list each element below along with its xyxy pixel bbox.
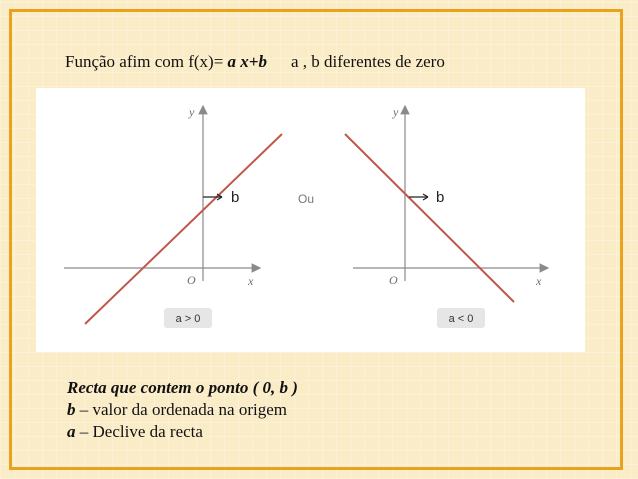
left-badge-text: a > 0	[175, 313, 201, 325]
left-x-label: x	[248, 274, 254, 288]
left-y-label: y	[189, 105, 195, 119]
notes	[67, 377, 298, 443]
note-line-3	[67, 421, 298, 443]
right-x-label: x	[536, 274, 542, 288]
right-y-label: y	[393, 105, 399, 119]
right-graph	[345, 105, 548, 328]
left-graph	[64, 105, 282, 328]
slide-title	[65, 52, 445, 72]
note-text-a: – Declive da recta	[75, 422, 203, 441]
right-origin-label: O	[389, 273, 398, 287]
right-line-negative-slope	[345, 134, 514, 302]
graphs-svg	[36, 88, 585, 352]
separator-ou: Ou	[298, 192, 315, 206]
title-suffix: a , b diferentes de zero	[290, 52, 445, 71]
note-term-b: b	[67, 400, 76, 419]
right-badge-text: a < 0	[448, 313, 474, 325]
note-text-b: – valor da ordenada na origem	[75, 400, 287, 419]
note-term-a: a	[67, 422, 76, 441]
title-formula: a x+b	[227, 52, 267, 71]
graphs-figure	[36, 88, 585, 352]
left-line-positive-slope	[85, 134, 282, 324]
left-intercept-label: b	[231, 189, 240, 206]
right-intercept-label: b	[436, 189, 445, 206]
left-origin-label: O	[187, 273, 196, 287]
title-prefix: Função afim com f(x)=	[65, 52, 228, 71]
note-line-2	[67, 399, 298, 421]
note-line-1: Recta que contem o ponto ( 0, b )	[67, 378, 298, 397]
